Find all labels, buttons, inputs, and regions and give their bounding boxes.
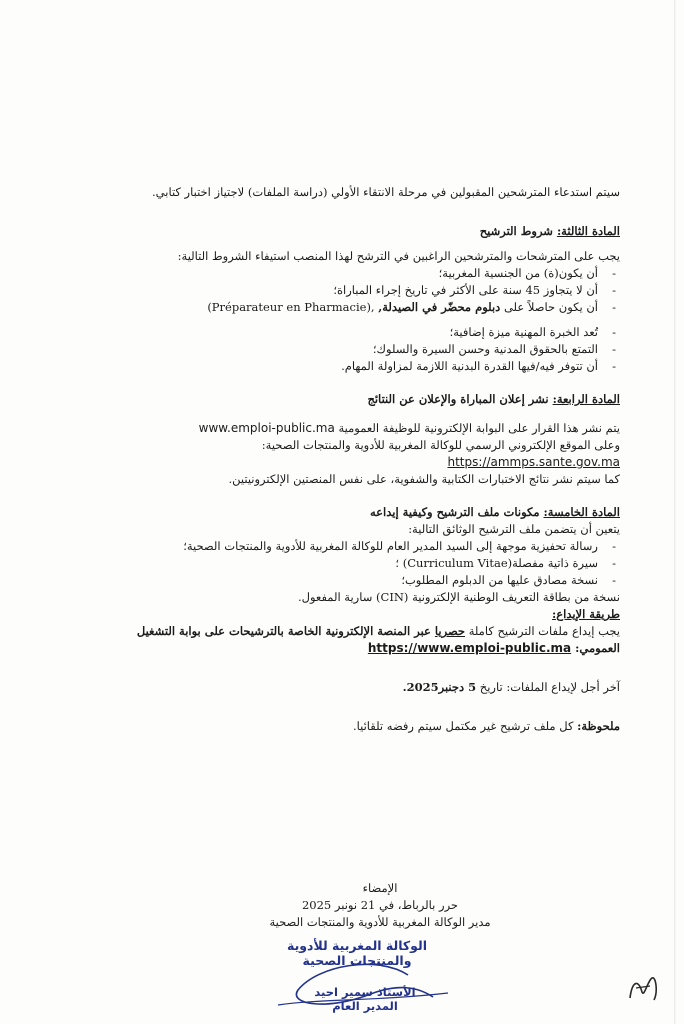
- deposit-heading: [118, 606, 620, 623]
- article4-line2: وعلى الموقع الإلكتروني الرسمي للوكالة المغربية للأدوية والمنتجات الصحية:: [261, 438, 620, 452]
- diploma-name: دبلوم محضّر في الصيدلة,: [378, 300, 501, 314]
- list-item: - نسخة مصادق عليها من الدبلوم المطلوب؛: [118, 572, 620, 589]
- intro-paragraph: سيتم استدعاء المترشحين المقبولين في مرحلة الانتقاء الأولي (دراسة الملفات) لاجتياز اختبار كتابي.: [152, 185, 620, 199]
- signatory-title: المدير العام: [332, 999, 398, 1013]
- deadline-label: آخر أجل لإيداع الملفات: تاريخ: [476, 680, 620, 694]
- page-fold-shadow: [674, 0, 676, 1024]
- article5-heading: [118, 504, 620, 521]
- emploi-public-link[interactable]: www.emploi-public.ma: [198, 421, 335, 435]
- official-stamp: الوكالة المغربية للأدوية والمنتجات الصحية: [287, 938, 427, 968]
- list-item: - أن تتوفر فيه/فيها القدرة البدنية اللازمة لمزاولة المهام.: [118, 358, 620, 375]
- list-item: - التمتع بالحقوق المدنية وحسن السيرة والسلوك؛: [118, 341, 620, 358]
- article3-title-label: المادة الثالثة:: [556, 224, 620, 238]
- deadline-line: [118, 679, 620, 696]
- article3-title-rest: شروط الترشيح: [479, 224, 557, 238]
- diploma-french: (Préparateur en Pharmacie),: [207, 300, 375, 314]
- list-item: [118, 299, 620, 316]
- article3-conditions-list: [118, 265, 620, 316]
- article4-title-rest: نشر إعلان المباراة والإعلان عن النتائج: [367, 392, 553, 406]
- article4-line1: [118, 420, 620, 437]
- note-label: ملحوظة:: [577, 719, 620, 733]
- deposit-paragraph: [118, 623, 620, 657]
- signatory: [300, 985, 430, 1013]
- article3-heading: [118, 223, 620, 240]
- article4-line3: كما سيتم نشر نتائج الاختبارات الكتابية والشفوية، على نفس المنصتين الإلكترونيتين.: [228, 472, 620, 486]
- diploma-prefix: أن يكون حاصلاً على: [500, 300, 598, 314]
- ammps-link[interactable]: https://ammps.sante.gov.ma: [447, 455, 620, 469]
- signatory-name: الأستاذ سمير احيد: [314, 985, 416, 999]
- article3-lead: يجب على المترشحات والمترشحين الراغبين في الترشح لهذا المنصب استيفاء الشروط التالية:: [177, 249, 620, 263]
- deposit-line-bold: عبر المنصة الإلكترونية الخاصة بالترشيحات على بوابة التشغيل العمومي:: [136, 624, 620, 655]
- article4-url2-line: [118, 454, 620, 471]
- signature-label: الإمضاء: [362, 881, 398, 895]
- note-line: [118, 718, 620, 735]
- article5-lead: يتعين أن يتضمن ملف الترشيح الوثائق التالية:: [408, 522, 620, 536]
- signature-place-date: حرر بالرباط، في 21 نونبر 2025: [301, 898, 459, 912]
- list-item: - أن يكون(ة) من الجنسية المغربية؛: [118, 265, 620, 282]
- article3-extra-list: [118, 324, 620, 375]
- list-item: - رسالة تحفيزية موجهة إلى السيد المدير العام للوكالة المغربية للأدوية والمنتجات الصحية؛: [118, 538, 620, 555]
- initials-mark-icon: [624, 968, 664, 1008]
- deadline-date: 5 دجنبر2025.: [402, 680, 477, 694]
- article5-documents-list: [118, 538, 620, 589]
- article5-title-label: المادة الخامسة:: [543, 505, 620, 519]
- document-body: [118, 184, 620, 735]
- signature-director-title: مدير الوكالة المغربية للأدوية والمنتجات الصحية: [269, 915, 491, 929]
- list-item: - سيرة ذاتية مفصلة(Curriculum Vitae) ؛: [118, 555, 620, 572]
- article5-title-rest: مكونات ملف الترشيح وكيفية إيداعه: [370, 505, 544, 519]
- article4-heading: [118, 391, 620, 408]
- article5-cin-line: نسخة من بطاقة التعريف الوطنية الإلكترونية (CIN) سارية المفعول.: [297, 590, 620, 604]
- deposit-exclusive: حصريا: [434, 624, 466, 638]
- list-item: - تُعد الخبرة المهنية ميزة إضافية؛: [118, 324, 620, 341]
- list-item: - أن لا يتجاوز 45 سنة على الأكثر في تاريخ إجراء المباراة؛: [118, 282, 620, 299]
- signature-block: [240, 880, 520, 931]
- note-text: كل ملف ترشيح غير مكتمل سيتم رفضه تلقائيا.: [352, 719, 578, 733]
- deposit-line-start: يجب إيداع ملفات الترشيح كاملة: [465, 624, 620, 638]
- emploi-public-portal-link[interactable]: https://www.emploi-public.ma: [367, 641, 572, 655]
- article4-line1-text: يتم نشر هذا القرار على البوابة الإلكترونية للوظيفة العمومية: [334, 421, 620, 435]
- article4-title-label: المادة الرابعة:: [552, 392, 620, 406]
- deposit-title: طريقة الإيداع:: [552, 607, 620, 621]
